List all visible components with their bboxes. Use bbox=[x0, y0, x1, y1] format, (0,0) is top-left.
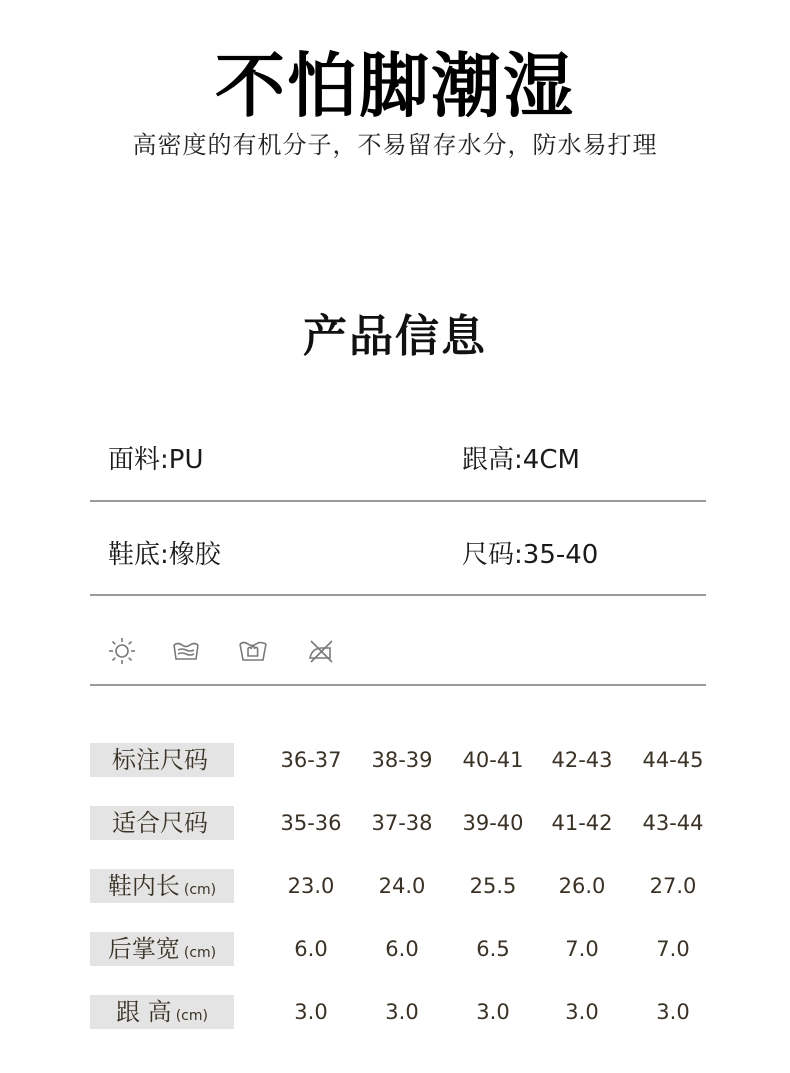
row-label-text: 标注尺码 bbox=[112, 746, 208, 774]
wash-basin-icon bbox=[238, 636, 268, 666]
row-label-unit: (cm) bbox=[183, 945, 217, 961]
table-cell: 7.0 bbox=[656, 937, 690, 961]
table-cell: 35-36 bbox=[280, 811, 342, 835]
spec-heel-height-label: 跟高 bbox=[462, 445, 515, 475]
table-cell: 3.0 bbox=[385, 1000, 419, 1024]
table-cell: 42-43 bbox=[551, 748, 613, 772]
table-cell: 39-40 bbox=[462, 811, 524, 835]
table-cell: 25.5 bbox=[469, 874, 517, 898]
divider bbox=[90, 594, 706, 596]
hand-wash-icon bbox=[171, 636, 201, 666]
table-cell: 44-45 bbox=[642, 748, 704, 772]
table-cell: 3.0 bbox=[656, 1000, 690, 1024]
table-cell: 41-42 bbox=[551, 811, 613, 835]
row-label-text: 跟 高 bbox=[116, 998, 172, 1026]
table-cell: 43-44 bbox=[642, 811, 704, 835]
table-cell: 36-37 bbox=[280, 748, 342, 772]
table-cell: 26.0 bbox=[558, 874, 606, 898]
table-cell: 23.0 bbox=[287, 874, 335, 898]
table-cell: 37-38 bbox=[371, 811, 433, 835]
row-label-text: 鞋内长 bbox=[107, 872, 180, 900]
row-label-marked-size bbox=[90, 743, 234, 777]
row-label-fit-size bbox=[90, 806, 234, 840]
headline: 不怕脚潮湿 bbox=[215, 45, 575, 127]
spec-material-value: PU bbox=[168, 445, 204, 475]
row-label-unit: (cm) bbox=[175, 1008, 208, 1024]
no-iron-icon bbox=[306, 636, 336, 666]
subheadline: 高密度的有机分子，不易留存水分，防水易打理 bbox=[132, 131, 658, 159]
table-cell: 38-39 bbox=[371, 748, 433, 772]
spec-heel-height-value: 4CM bbox=[522, 445, 580, 475]
row-label-heel-width bbox=[90, 932, 234, 966]
section-title: 产品信息 bbox=[303, 311, 487, 362]
spec-size-label: 尺码 bbox=[462, 540, 515, 570]
row-label-unit: (cm) bbox=[183, 882, 217, 898]
spec-sole: 鞋底:橡胶 bbox=[108, 540, 221, 570]
table-row bbox=[0, 869, 790, 903]
table-cell: 7.0 bbox=[565, 937, 599, 961]
table-row bbox=[0, 806, 790, 840]
spec-material: 面料:PU bbox=[108, 445, 204, 475]
divider bbox=[90, 500, 706, 502]
row-label-text: 适合尺码 bbox=[112, 809, 208, 837]
spec-material-label: 面料 bbox=[108, 445, 161, 475]
table-row bbox=[0, 932, 790, 966]
divider bbox=[90, 684, 706, 686]
table-cell: 40-41 bbox=[462, 748, 524, 772]
spec-heel-height: 跟高:4CM bbox=[462, 445, 580, 475]
spec-sole-label: 鞋底 bbox=[108, 540, 161, 570]
spec-size-value: 35-40 bbox=[522, 540, 599, 570]
row-label-inner-length bbox=[90, 869, 234, 903]
table-row bbox=[0, 743, 790, 777]
table-cell: 6.0 bbox=[385, 937, 419, 961]
table-cell: 3.0 bbox=[476, 1000, 510, 1024]
spec-size: 尺码:35-40 bbox=[462, 540, 599, 570]
table-cell: 27.0 bbox=[649, 874, 697, 898]
table-cell: 6.0 bbox=[294, 937, 328, 961]
row-label-text: 后掌宽 bbox=[107, 935, 180, 963]
table-cell: 3.0 bbox=[294, 1000, 328, 1024]
spec-sole-value: 橡胶 bbox=[168, 540, 221, 570]
table-cell: 24.0 bbox=[378, 874, 426, 898]
row-label-heel-height bbox=[90, 995, 234, 1029]
table-cell: 6.5 bbox=[476, 937, 510, 961]
table-row bbox=[0, 995, 790, 1029]
sun-dry-icon bbox=[107, 636, 137, 666]
table-cell: 3.0 bbox=[565, 1000, 599, 1024]
